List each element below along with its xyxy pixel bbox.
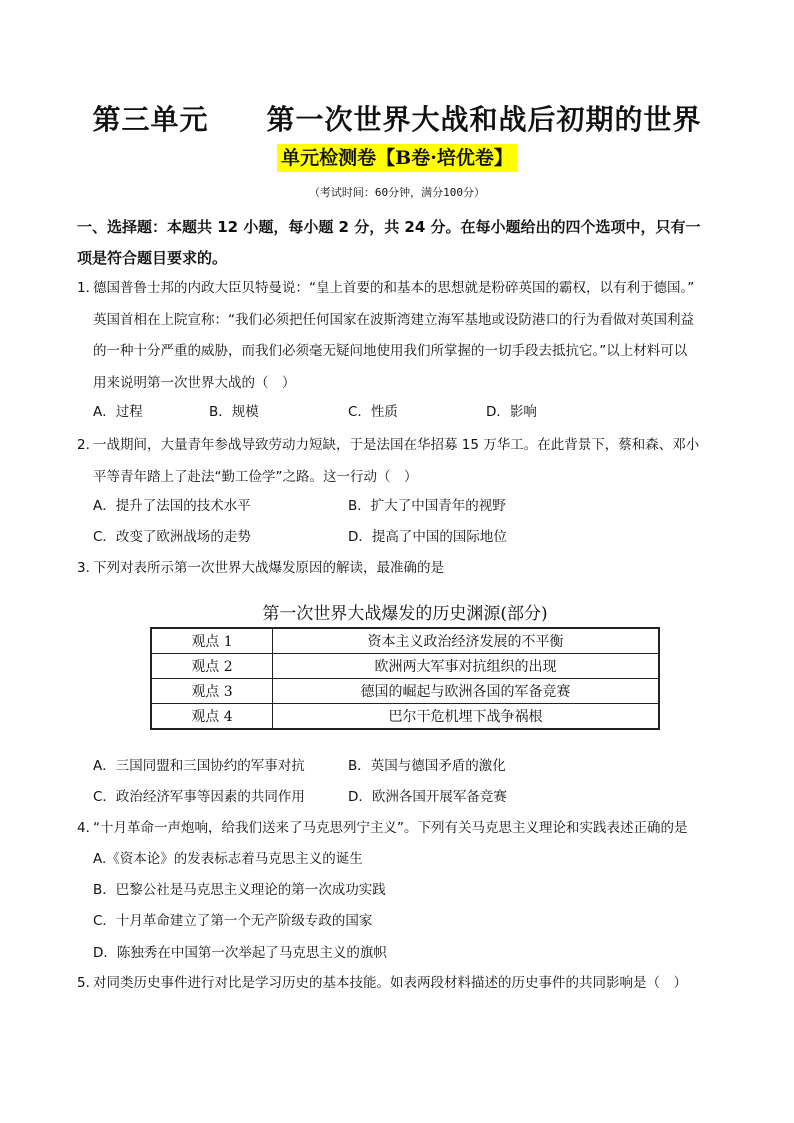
- section-instructions: [77, 212, 727, 274]
- table-row: [151, 679, 659, 704]
- question-number: 3．: [77, 560, 100, 576]
- subtitle-wrap: [0, 144, 794, 172]
- option-b: B．巴黎公社是马克思主义理论的第一次成功实践: [93, 882, 386, 898]
- question-number: 2．: [77, 437, 100, 453]
- table-row: [151, 654, 659, 679]
- option-b: B．规模: [209, 404, 259, 420]
- option-d: D．提高了中国的国际地位: [348, 529, 507, 545]
- option-b: B．扩大了中国青年的视野: [348, 498, 506, 514]
- option-c: C．政治经济军事等因素的共同作用: [93, 789, 305, 805]
- section-line-2: 项是符合题目要求的。: [77, 249, 228, 267]
- question-line: 一战期间，大量青年参战导致劳动力短缺，于是法国在华招募 15 万华工。在此背景下，蔡和森、邓小: [93, 437, 700, 453]
- question-5: [77, 968, 727, 1000]
- table-cell: 资本主义政治经济发展的不平衡: [273, 628, 660, 654]
- question-line: 的一种十分严重的威胁，而我们必须毫无疑问地使用我们所掌握的一切手段去抵抗它。”以上材料可以: [93, 343, 688, 359]
- table-cell: 巴尔干危机埋下战争祸根: [273, 704, 660, 730]
- question-line: 下列对表所示第一次世界大战爆发原因的解读，最准确的是: [93, 560, 444, 576]
- question-line: 德国普鲁士邦的内政大臣贝特曼说：“皇上首要的和基本的思想就是粉碎英国的霸权，以有利于德国。”: [93, 280, 695, 296]
- option-a: A．过程: [93, 404, 143, 420]
- option-a: A．提升了法国的技术水平: [93, 498, 251, 514]
- table-cell: 欧洲两大军事对抗组织的出现: [273, 654, 660, 679]
- unit-title: 第三单元 第一次世界大战和战后初期的世界: [92, 103, 702, 136]
- section-line-1: 一、选择题：本题共 12 小题，每小题 2 分，共 24 分。在每小题给出的四个选项中，只有一: [77, 218, 701, 236]
- exam-subtitle: 单元检测卷【B卷·培优卷】: [277, 144, 517, 172]
- question-number: 5．: [77, 975, 100, 991]
- exam-time-note: （考试时间：60分钟，满分100分）: [308, 186, 486, 199]
- table-cell: 德国的崛起与欧洲各国的军备竞赛: [273, 679, 660, 704]
- table-title: 第一次世界大战爆发的历史渊源(部分): [262, 604, 548, 624]
- table-cell: 观点 3: [151, 679, 273, 704]
- option-a: A.《资本论》的发表标志着马克思主义的诞生: [93, 851, 363, 867]
- question-line: 用来说明第一次世界大战的（ ）: [93, 374, 296, 391]
- table-cell: 观点 4: [151, 704, 273, 730]
- table-row: [151, 704, 659, 730]
- table-cell: 观点 2: [151, 654, 273, 679]
- option-c: C．改变了欧洲战场的走势: [93, 529, 251, 545]
- option-c: C．十月革命建立了第一个无产阶级专政的国家: [93, 913, 373, 929]
- question-number: 1．: [77, 280, 100, 296]
- option-c: C．性质: [348, 404, 398, 420]
- question-4: [77, 813, 727, 845]
- option-d: D．影响: [486, 404, 537, 420]
- question-2: [77, 430, 727, 493]
- question-line: “十月革命一声炮响，给我们送来了马克思列宁主义”。下列有关马克思主义理论和实践表述正确的是: [93, 820, 688, 836]
- table-cell: 观点 1: [151, 628, 273, 654]
- question-line: 英国首相在上院宣称：“我们必须把任何国家在波斯湾建立海军基地或设防港口的行为看做对英国利益: [93, 311, 694, 328]
- option-b: B．英国与德国矛盾的激化: [348, 758, 506, 774]
- question-number: 4．: [77, 820, 100, 836]
- source-table: [150, 627, 660, 730]
- question-1: [77, 273, 727, 399]
- option-d: D．陈独秀在中国第一次举起了马克思主义的旗帜: [93, 945, 387, 961]
- question-line: 平等青年踏上了赴法“勤工俭学”之路。这一行动（ ）: [93, 468, 418, 485]
- option-a: A．三国同盟和三国协约的军事对抗: [93, 758, 305, 774]
- question-line: 对同类历史事件进行对比是学习历史的基本技能。如表两段材料描述的历史事件的共同影响是（ ）: [93, 975, 687, 991]
- option-d: D．欧洲各国开展军备竞赛: [348, 789, 507, 805]
- question-3: [77, 553, 727, 585]
- table-row: [151, 628, 659, 654]
